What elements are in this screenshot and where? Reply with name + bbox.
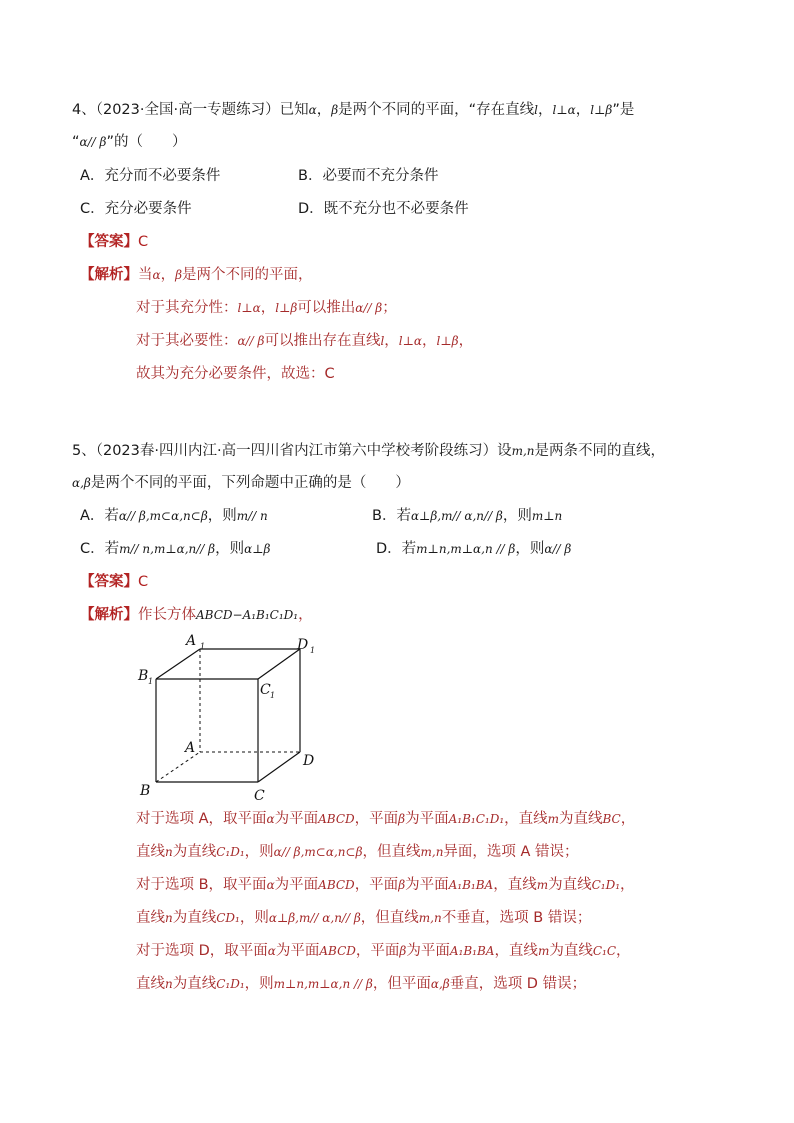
- math-expr: n: [165, 977, 173, 991]
- math-l: l: [380, 334, 385, 348]
- option-text: ，则: [215, 541, 245, 557]
- punct: ；: [382, 300, 397, 316]
- math-expr: m: [537, 944, 550, 958]
- analysis-text: ，则: [244, 976, 274, 992]
- analysis-text: 直线: [136, 910, 165, 926]
- answer-value: C: [324, 366, 335, 382]
- math-expr: m: [536, 878, 549, 892]
- punct: ，: [620, 877, 635, 893]
- math-expr: n: [165, 845, 173, 859]
- q4-stem-text: ”的（ ）: [106, 134, 187, 150]
- option-text: D．若: [376, 541, 417, 557]
- q5-analysis-line6: [136, 974, 586, 994]
- punct: ，: [384, 333, 399, 349]
- label-b: B: [140, 783, 151, 799]
- label-d1-sub: 1: [310, 646, 316, 655]
- analysis-text: ，但直线: [360, 910, 419, 926]
- math-expr: CD₁: [216, 911, 240, 925]
- math-expr: A₁B₁C₁D₁: [448, 812, 505, 826]
- option-text: C．若: [80, 541, 120, 557]
- math-expr: A₁B₁BA: [448, 878, 494, 892]
- math-expr: l⊥β: [590, 103, 613, 117]
- math-expr: β: [398, 878, 406, 892]
- analysis-text: 作长方体: [138, 607, 196, 623]
- q4-option-b: B．必要而不充分条件: [298, 168, 439, 184]
- q4-stem-line1: [72, 100, 634, 120]
- label-d1: D: [297, 637, 309, 653]
- q4-stem-line2: [72, 132, 186, 152]
- math-expr: m,n: [418, 911, 442, 925]
- q5-answer: [80, 572, 148, 592]
- q4-analysis-line1: [80, 265, 313, 285]
- math-alpha: α: [152, 268, 161, 282]
- punct: ，: [260, 300, 276, 316]
- analysis-text: 为直线: [549, 943, 593, 959]
- label-b1: B: [138, 668, 149, 684]
- math-beta: β: [175, 268, 183, 282]
- analysis-text: 对于其充分性：: [136, 300, 238, 316]
- math-expr: α// β: [79, 135, 107, 149]
- math-expr: BC: [602, 812, 621, 826]
- edge-c1d1: [258, 649, 300, 679]
- analysis-text: ，直线: [494, 943, 538, 959]
- math-expr: α// β,m⊂α,n⊂β: [273, 845, 363, 859]
- math-expr: ABCD: [318, 812, 355, 826]
- q5-stem-line1: [72, 441, 665, 461]
- punct: ，: [298, 607, 313, 623]
- analysis-text: 对于其必要性：: [136, 333, 238, 349]
- math-expr: α⊥β,m// α,n// β: [410, 509, 503, 523]
- q5-option-d: [376, 539, 571, 559]
- q4-stem-text: ”是: [612, 102, 635, 118]
- q5-option-b: [372, 506, 562, 526]
- answer-tag: 【答案】: [80, 234, 138, 250]
- analysis-text: 可以推出存在直线: [264, 333, 381, 349]
- math-expr: α// β: [237, 334, 265, 348]
- analysis-text: ，平面: [355, 943, 400, 959]
- math-beta: β: [331, 103, 339, 117]
- label-c1-sub: 1: [270, 691, 276, 700]
- math-expr: l⊥β: [436, 334, 459, 348]
- math-expr: α⊥β: [244, 542, 271, 556]
- math-expr: l⊥α: [237, 301, 261, 315]
- math-expr: C₁D₁: [591, 878, 621, 892]
- math-expr: α⊥β,m// α,n// β: [268, 911, 361, 925]
- option-text: ，则: [515, 541, 545, 557]
- math-l: l: [534, 103, 539, 117]
- option-text: A．若: [80, 508, 119, 524]
- math-expr: ABCD: [319, 944, 356, 958]
- q5-analysis-line1: [136, 809, 635, 829]
- punct: “: [72, 134, 80, 150]
- label-a: A: [185, 740, 196, 756]
- math-expr: C₁C: [592, 944, 617, 958]
- analysis-text: 直线: [136, 844, 165, 860]
- math-expr: m// n,m⊥α,n// β: [119, 542, 216, 556]
- q5-stem-text: 5、（2023春·四川内江·高一四川省内江市第六中学校考阶段练习）设: [72, 443, 512, 459]
- math-expr: l⊥α: [552, 103, 576, 117]
- math-expr: α// β: [544, 542, 572, 556]
- math-expr: α,β: [72, 476, 91, 490]
- q4-option-c: C．充分必要条件: [80, 201, 192, 217]
- math-alpha: α: [308, 103, 317, 117]
- analysis-text: 为平面: [274, 877, 319, 893]
- math-expr: m: [547, 812, 560, 826]
- math-expr: α: [267, 944, 276, 958]
- math-expr: C₁D₁: [216, 845, 245, 859]
- math-expr: m⊥n,m⊥α,n // β: [416, 542, 516, 556]
- label-a1: A: [186, 633, 197, 649]
- q4-analysis-line3: [136, 331, 473, 351]
- q4-analysis-line4: [136, 364, 335, 384]
- math-expr: β: [398, 812, 406, 826]
- analysis-text: 为直线: [548, 877, 592, 893]
- analysis-text: ，但平面: [372, 976, 431, 992]
- analysis-text: 故其为充分必要条件，故选：: [136, 366, 325, 382]
- q5-option-a: [80, 506, 268, 526]
- analysis-text: ，则: [244, 844, 274, 860]
- label-c1: C: [260, 682, 271, 698]
- math-expr: l⊥β: [275, 301, 298, 315]
- analysis-text: 对于选项 D，取平面: [136, 943, 268, 959]
- math-expr: C₁D₁: [216, 977, 245, 991]
- analysis-text: 可以推出: [297, 300, 356, 316]
- q5-analysis-intro: [80, 605, 313, 625]
- answer-value: C: [138, 574, 149, 590]
- math-expr: m⊥n: [531, 509, 563, 523]
- math-expr: α: [266, 812, 275, 826]
- math-expr: m// n: [236, 509, 268, 523]
- analysis-text: ，平面: [354, 877, 399, 893]
- analysis-text: 是两个不同的平面，: [182, 267, 313, 283]
- edge-cd: [258, 752, 300, 782]
- math-expr: α,β: [430, 977, 450, 991]
- q5-analysis-line3: [136, 875, 635, 895]
- punct: ，: [458, 333, 474, 349]
- edge-ba-hidden: [156, 752, 200, 782]
- analysis-text: 为直线: [559, 811, 603, 827]
- analysis-text: 为平面: [274, 811, 319, 827]
- analysis-text: 直线: [136, 976, 165, 992]
- punct: ，: [316, 102, 332, 118]
- math-expr: A₁B₁BA: [449, 944, 495, 958]
- math-expr: m,n: [511, 444, 535, 458]
- q5-analysis-line4: [136, 908, 591, 928]
- math-expr: ABCD−A₁B₁C₁D₁: [196, 608, 299, 622]
- math-expr: m⊥n,m⊥α,n // β: [273, 977, 373, 991]
- punct: ，: [616, 943, 631, 959]
- math-expr: α: [266, 878, 275, 892]
- q4-answer: [80, 232, 148, 252]
- analysis-tag: 【解析】: [80, 267, 138, 283]
- analysis-text: ，则: [239, 910, 269, 926]
- math-expr: α// β,m⊂α,n⊂β: [118, 509, 208, 523]
- q5-option-c: [80, 539, 270, 559]
- q5-stem-text: 是两个不同的平面，下列命题中正确的是（ ）: [90, 475, 410, 491]
- q5-stem-text: 是两条不同的直线，: [534, 443, 666, 459]
- label-b1-sub: 1: [148, 677, 154, 686]
- analysis-text: 为平面: [405, 811, 449, 827]
- q4-stem-text: 4、（2023·全国·高一专题练习）已知: [72, 102, 309, 118]
- analysis-text: 当: [138, 267, 153, 283]
- analysis-text: 为平面: [405, 877, 449, 893]
- analysis-text: ，直线: [493, 877, 537, 893]
- math-expr: ABCD: [318, 878, 355, 892]
- analysis-text: 为直线: [172, 976, 217, 992]
- analysis-text: 不垂直，选项 B 错误；: [441, 910, 592, 926]
- analysis-text: ，但直线: [362, 844, 421, 860]
- answer-tag: 【答案】: [80, 574, 138, 590]
- analysis-text: 异面，选项 A 错误；: [443, 844, 579, 860]
- edge-b1a1: [156, 649, 200, 679]
- analysis-text: 对于选项 A，取平面: [136, 811, 267, 827]
- label-c: C: [254, 788, 265, 804]
- analysis-text: 为平面: [275, 943, 320, 959]
- math-expr: l⊥α: [398, 334, 423, 348]
- q4-option-a: A．充分而不必要条件: [80, 168, 221, 184]
- analysis-text: ，直线: [504, 811, 548, 827]
- punct: ，: [160, 267, 176, 283]
- q5-analysis-line2: [136, 842, 579, 862]
- analysis-text: ，平面: [354, 811, 399, 827]
- q5-analysis-line5: [136, 941, 631, 961]
- answer-value: C: [138, 234, 149, 250]
- math-expr: α// β: [355, 301, 383, 315]
- math-expr: β: [399, 944, 407, 958]
- option-text: B．若: [372, 508, 411, 524]
- math-expr: m,n: [420, 845, 444, 859]
- analysis-text: 为平面: [406, 943, 450, 959]
- punct: ，: [620, 811, 636, 827]
- q4-stem-text: 是两个不同的平面，“存在直线: [338, 102, 535, 118]
- analysis-tag: 【解析】: [80, 607, 138, 623]
- label-d: D: [303, 753, 315, 769]
- analysis-text: 为直线: [172, 910, 217, 926]
- option-text: ，则: [207, 508, 237, 524]
- q4-analysis-line2: [136, 298, 397, 318]
- analysis-text: 为直线: [172, 844, 217, 860]
- math-expr: n: [165, 911, 173, 925]
- analysis-text: 对于选项 B，取平面: [136, 877, 267, 893]
- option-text: ，则: [502, 508, 532, 524]
- label-a1-sub: 1: [200, 642, 206, 651]
- q5-stem-line2: [72, 473, 410, 493]
- analysis-text: 垂直，选项 D 错误；: [449, 976, 587, 992]
- punct: ，: [422, 333, 437, 349]
- q4-option-d: D．既不充分也不必要条件: [298, 201, 469, 217]
- punct: ，: [538, 102, 553, 118]
- cuboid-figure: [130, 632, 330, 807]
- punct: ，: [575, 102, 591, 118]
